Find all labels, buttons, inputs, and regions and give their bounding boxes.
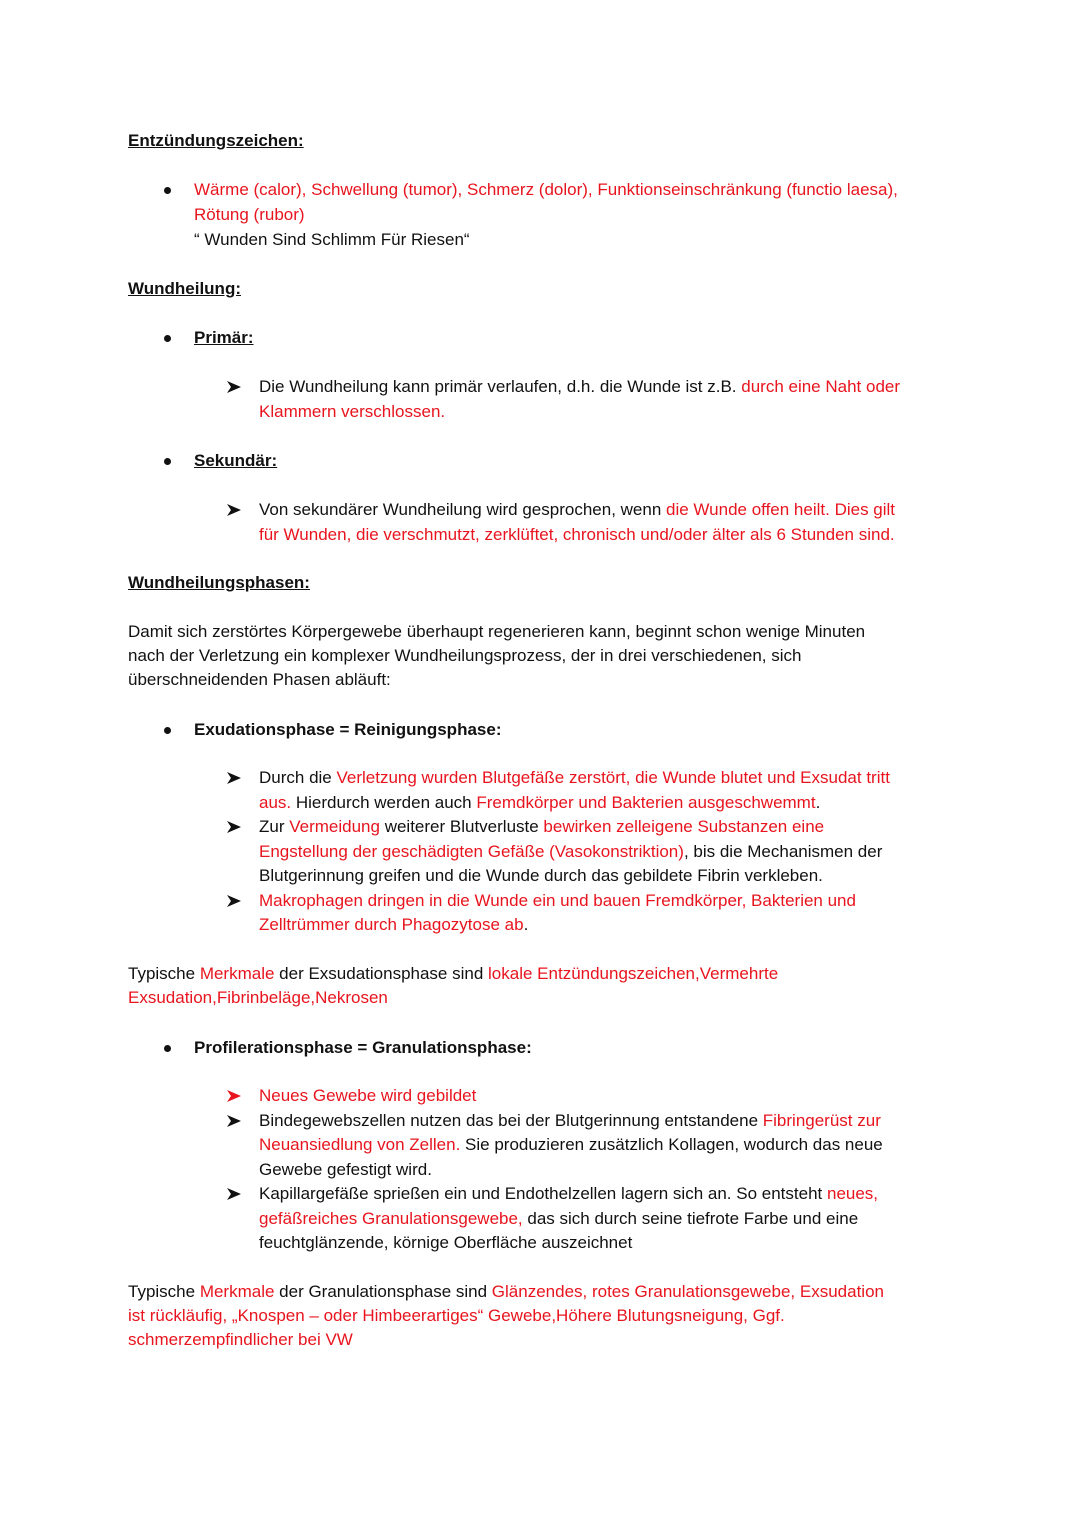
exudation-text-line: Zelltrümmer durch Phagozytose ab. (259, 915, 529, 934)
intro-text-line: nach der Verletzung ein komplexer Wundheilungsprozess, der in drei verschiedenen, sich (128, 646, 802, 665)
exudation-text-line: Makrophagen dringen in die Wunde ein und bauen Fremdkörper, Bakterien und (259, 891, 856, 910)
exudation-text-line: Durch die Verletzung wurden Blutgefäße zerstört, die Wunde blutet und Exsudat tritt (259, 768, 890, 787)
proliferation-text-line: Gewebe gefestigt wird. (259, 1160, 432, 1179)
bullet-icon (164, 335, 171, 342)
proliferation-text-line: Neuansiedlung von Zellen. Sie produzieren zusätzlich Kollagen, wodurch das neue (259, 1135, 883, 1154)
exudation-text-line: Zur Vermeidung weiterer Blutverluste bewirken zelleigene Substanzen eine (259, 817, 825, 836)
label-exudationsphase: Exudationsphase = Reinigungsphase: (194, 720, 502, 739)
intro-text-line: Damit sich zerstörtes Körpergewebe überhaupt regenerieren kann, beginnt schon wenige Minuten (128, 622, 866, 641)
exudation-text-line: Engstellung der geschädigten Gefäße (Vasokonstriktion), bis die Mechanismen der (259, 842, 883, 861)
mnemonic-text: “ Wunden Sind Schlimm Für Riesen“ (194, 230, 470, 249)
label-sekundaer: Sekundär: (194, 451, 278, 470)
label-primaer: Primär: (194, 328, 254, 347)
arrow-bullet-icon (226, 820, 242, 834)
heading-entzuendungszeichen: Entzündungszeichen: (128, 131, 304, 150)
bullet-icon (164, 727, 171, 734)
arrow-bullet-icon (226, 894, 242, 908)
proliferation-summary-line: Typische Merkmale der Granulationsphase sind Glänzendes, rotes Granulationsgewebe, Exsudation (128, 1282, 884, 1301)
proliferation-text-line: feuchtglänzende, körnige Oberfläche auszeichnet (259, 1233, 633, 1252)
proliferation-summary-line: ist rückläufig, „Knospen – oder Himbeerartiges“ Gewebe,Höhere Blutungsneigung, Ggf. (128, 1306, 785, 1325)
heading-wundheilung: Wundheilung: (128, 279, 241, 298)
bullet-icon (164, 458, 171, 465)
exudation-summary-line: Typische Merkmale der Exsudationsphase sind lokale Entzündungszeichen,Vermehrte (128, 964, 779, 983)
proliferation-text-line: Neues Gewebe wird gebildet (259, 1086, 477, 1105)
entzuendung-item-line: Wärme (calor), Schwellung (tumor), Schmerz (dolor), Funktionseinschränkung (functio laesa), (194, 180, 898, 199)
arrow-bullet-icon (226, 1089, 242, 1103)
label-proliferationsphase: Profilerationsphase = Granulationsphase: (194, 1038, 532, 1057)
heading-wundheilungsphasen: Wundheilungsphasen: (128, 573, 310, 592)
bullet-icon (164, 1045, 171, 1052)
arrow-bullet-icon (226, 1187, 242, 1201)
intro-text-line: überschneidenden Phasen abläuft: (128, 670, 391, 689)
sekundaer-text-line: Von sekundärer Wundheilung wird gesprochen, wenn die Wunde offen heilt. Dies gilt (259, 500, 896, 519)
bullet-icon (164, 187, 171, 194)
entzuendung-item-line: Rötung (rubor) (194, 205, 305, 224)
primaer-text-line: Klammern verschlossen. (259, 402, 446, 421)
arrow-bullet-icon (226, 503, 242, 517)
sekundaer-text-line: für Wunden, die verschmutzt, zerklüftet, chronisch und/oder älter als 6 Stunden sind. (259, 525, 895, 544)
proliferation-summary-line: schmerzempfindlicher bei VW (128, 1330, 353, 1349)
arrow-bullet-icon (226, 1114, 242, 1128)
primaer-text-line: Die Wundheilung kann primär verlaufen, d.h. die Wunde ist z.B. durch eine Naht oder (259, 377, 901, 396)
exudation-text-line: Blutgerinnung greifen und die Wunde durch das gebildete Fibrin verkleben. (259, 866, 823, 885)
proliferation-text-line: gefäßreiches Granulationsgewebe, das sich durch seine tiefrote Farbe und eine (259, 1209, 859, 1228)
arrow-bullet-icon (226, 771, 242, 785)
exudation-summary-line: Exsudation,Fibrinbeläge,Nekrosen (128, 988, 388, 1007)
proliferation-text-line: Bindegewebszellen nutzen das bei der Blutgerinnung entstandene Fibringerüst zur (259, 1111, 881, 1130)
exudation-text-line: aus. Hierdurch werden auch Fremdkörper und Bakterien ausgeschwemmt. (259, 793, 821, 812)
arrow-bullet-icon (226, 380, 242, 394)
proliferation-text-line: Kapillargefäße sprießen ein und Endothelzellen lagern sich an. So entsteht neues, (259, 1184, 879, 1203)
